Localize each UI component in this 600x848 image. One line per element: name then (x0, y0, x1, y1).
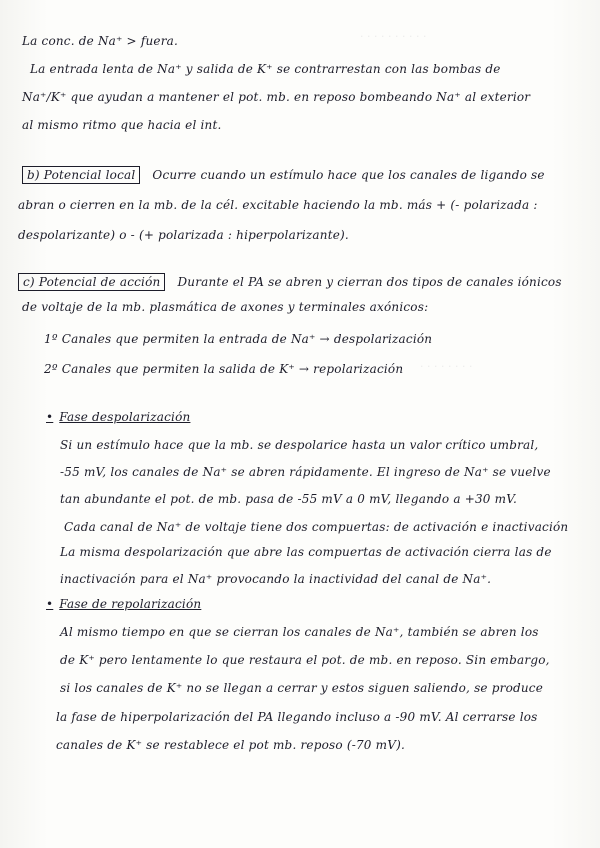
repol-line-5: canales de K⁺ se restablece el pot mb. reposo (-70 mV). (56, 738, 405, 752)
subsection-repol-heading-line (46, 597, 600, 611)
subsection-heading-fase-despolarizacion: • Fase despolarización (46, 410, 190, 424)
section-c-line-3: 1º Canales que permiten la entrada de Na⁺ → despolarización (44, 332, 433, 346)
despol-line-2: -55 mV, los canales de Na⁺ se abren rápidamente. El ingreso de Na⁺ se vuelve (60, 465, 551, 479)
repol-line-2: de K⁺ pero lentamente lo que restaura el pot. de mb. en reposo. Sin embargo, (60, 653, 550, 667)
section-c-line-1: Durante el PA se abren y cierran dos tipos de canales iónicos (177, 275, 562, 289)
section-b-line-3: despolarizante) o - (+ polarizada : hiperpolarizante). (18, 228, 349, 242)
section-c-line-2: de voltaje de la mb. plasmática de axones y terminales axónicos: (22, 300, 429, 314)
subsection-heading-fase-repolarizacion: • Fase de repolarización (46, 597, 201, 611)
intro-line-3: Na⁺/K⁺ que ayudan a mantener el pot. mb. en reposo bombeando Na⁺ al exterior (22, 90, 531, 104)
subsection-despol-heading-line (46, 410, 600, 424)
section-c-line-4: 2º Canales que permiten la salida de K⁺ → repolarización (44, 362, 404, 376)
section-c-first-line (18, 273, 600, 291)
repol-line-1: Al mismo tiempo en que se cierran los canales de Na⁺, también se abren los (60, 625, 539, 639)
bleed-through-text: · · · · · · · · · · (360, 30, 427, 43)
section-heading-potencial-local: b) Potencial local (22, 166, 140, 184)
intro-line-1: La conc. de Na⁺ > fuera. (22, 34, 179, 48)
section-b-line-2: abran o cierren en la mb. de la cél. excitable haciendo la mb. más + (- polarizada : (18, 198, 538, 212)
despol-line-1: Si un estímulo hace que la mb. se despolarice hasta un valor crítico umbral, (60, 438, 539, 452)
bleed-through-text: · · · · · · · · (420, 360, 473, 373)
despol-line-3: tan abundante el pot. de mb. pasa de -55 mV a 0 mV, llegando a +30 mV. (60, 492, 517, 506)
section-b-line-1: Ocurre cuando un estímulo hace que los canales de ligando se (152, 168, 545, 182)
section-heading-potencial-de-accion: c) Potencial de acción (18, 273, 165, 291)
despol-line-4: Cada canal de Na⁺ de voltaje tiene dos compuertas: de activación e inactivación (64, 520, 569, 534)
repol-line-4: la fase de hiperpolarización del PA llegando incluso a -90 mV. Al cerrarse los (56, 710, 538, 724)
despol-line-5: La misma despolarización que abre las compuertas de activación cierra las de (60, 545, 552, 559)
despol-line-6: inactivación para el Na⁺ provocando la inactividad del canal de Na⁺. (60, 572, 492, 586)
section-b-first-line (22, 166, 600, 184)
intro-line-2: La entrada lenta de Na⁺ y salida de K⁺ se contrarrestan con las bombas de (30, 62, 501, 76)
repol-line-3: si los canales de K⁺ no se llegan a cerrar y estos siguen saliendo, se produce (60, 681, 544, 695)
intro-line-4: al mismo ritmo que hacia el int. (22, 118, 222, 132)
